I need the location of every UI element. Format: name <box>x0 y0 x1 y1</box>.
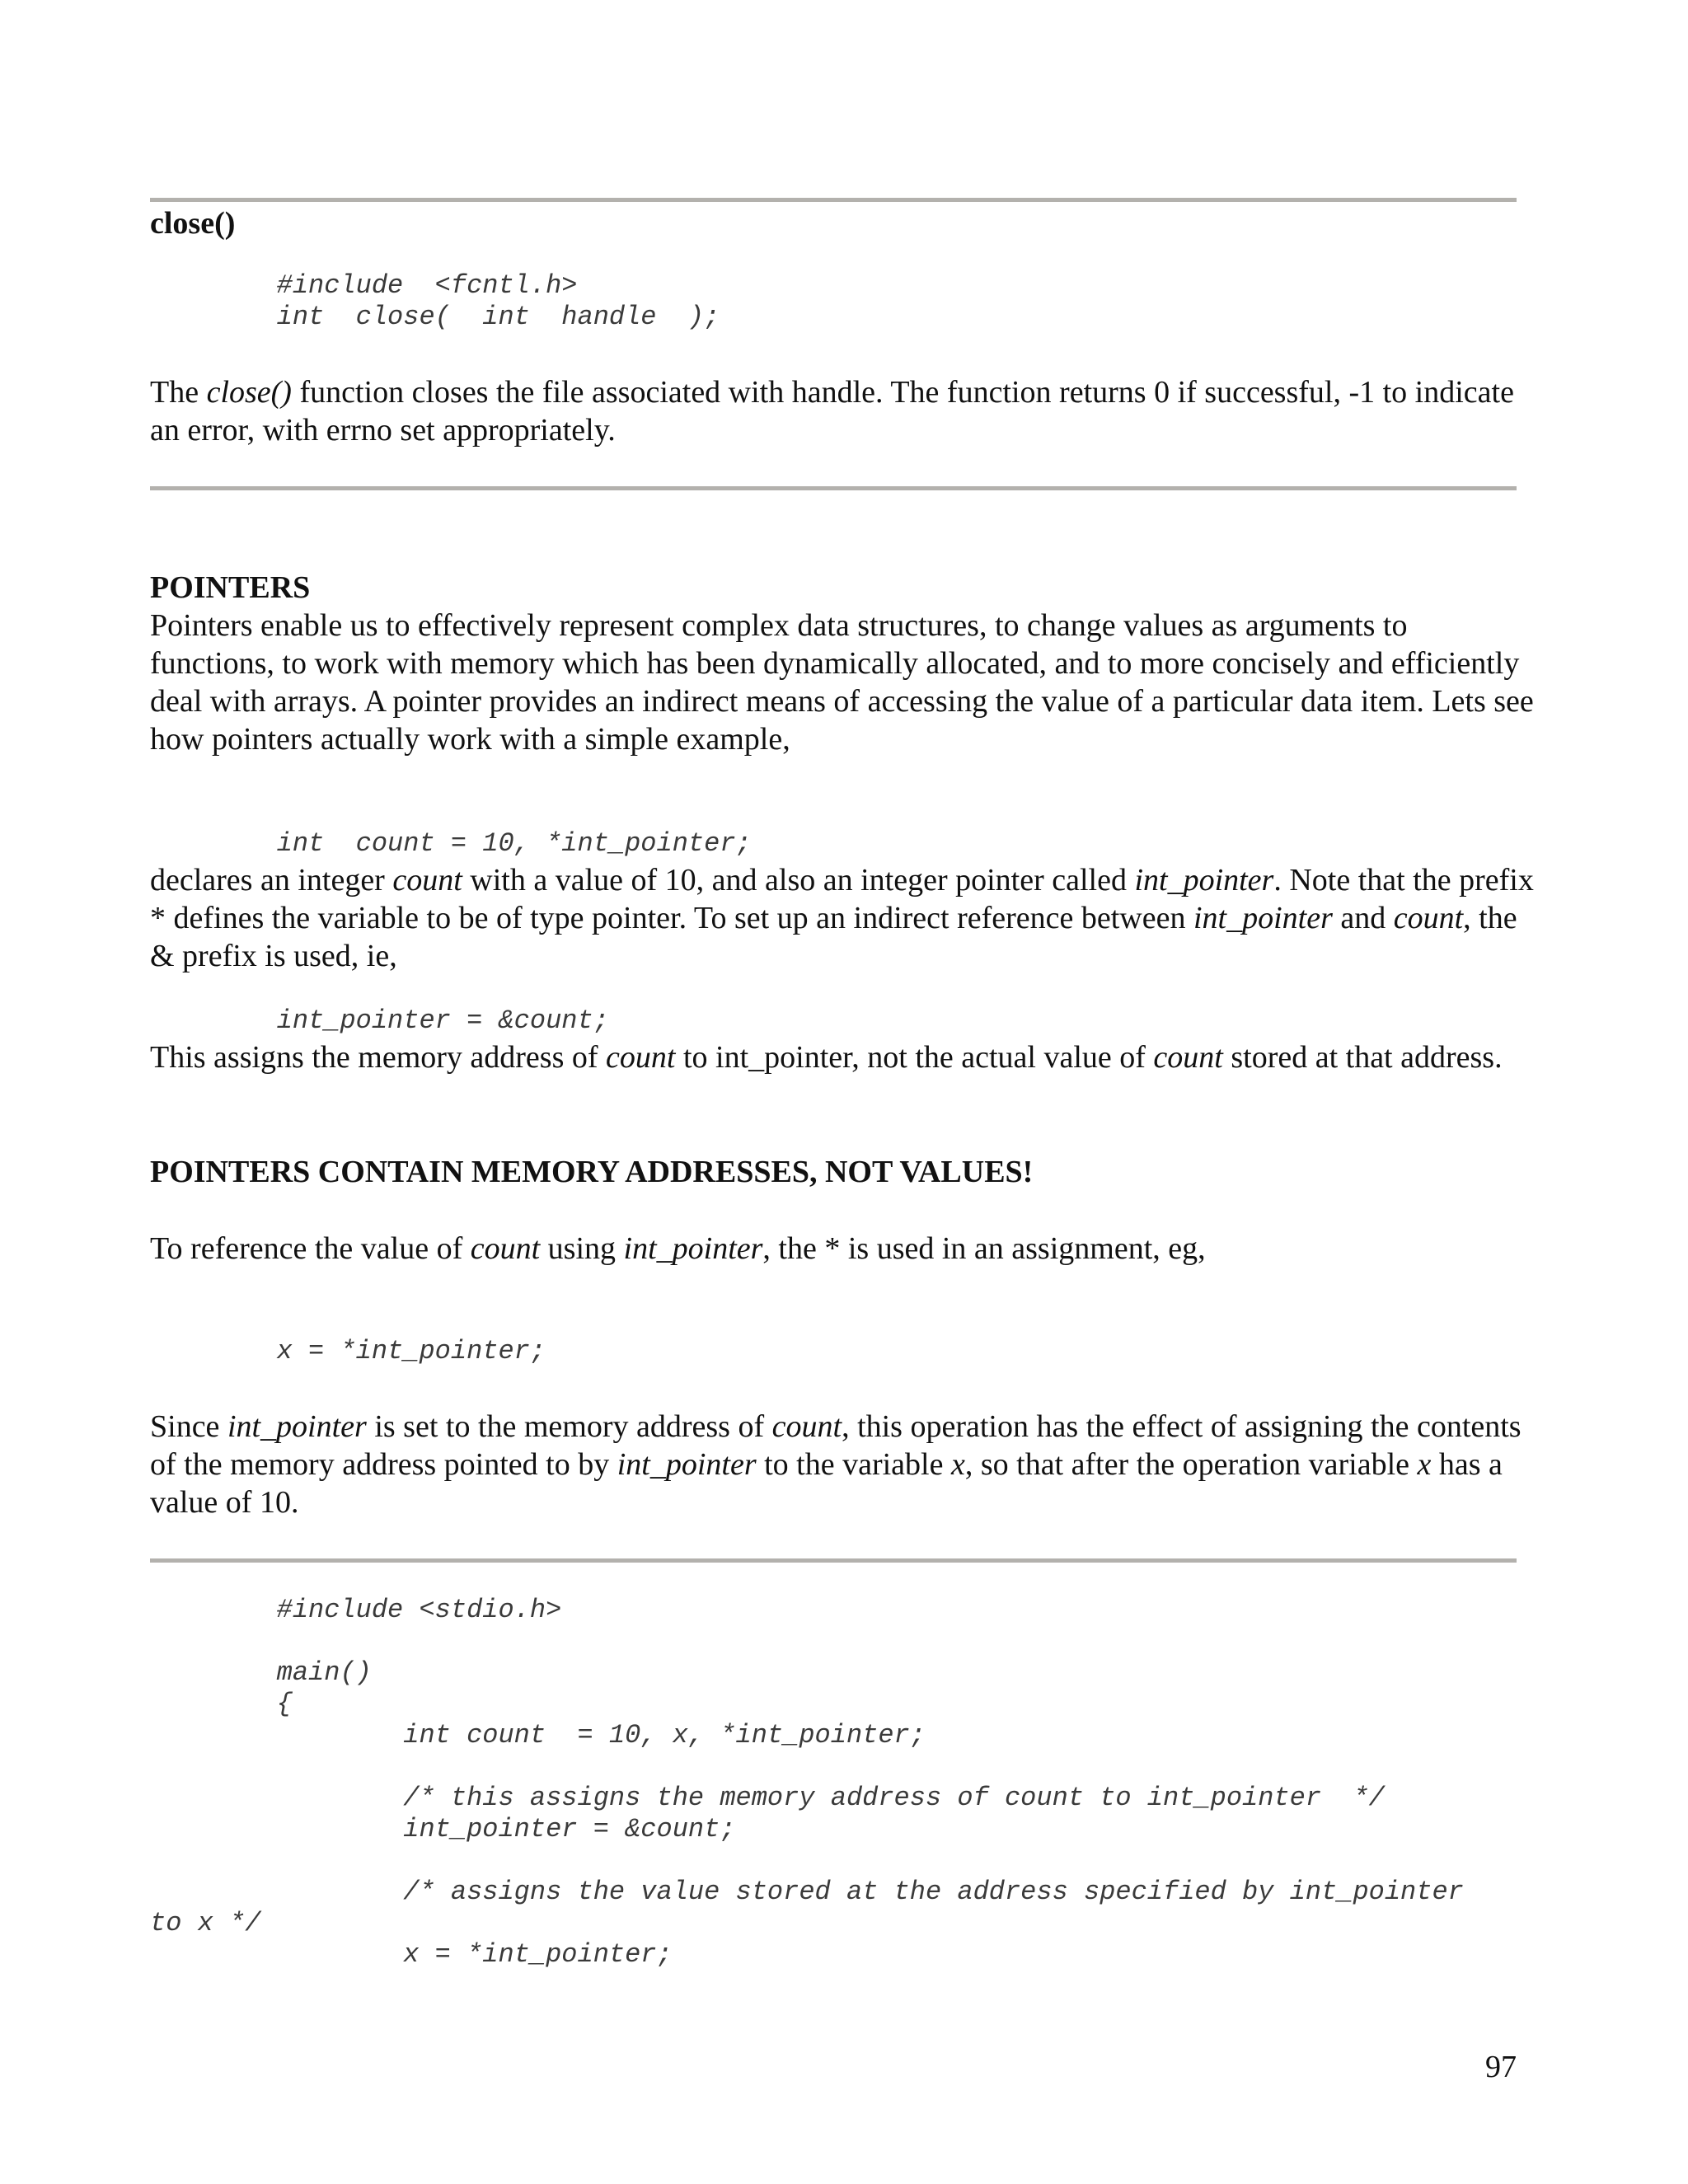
italic-term: int_pointer <box>1193 901 1333 935</box>
italic-term: int_pointer <box>1134 863 1274 898</box>
text-run: with a value of 10, and also an integer pointer called <box>462 863 1135 898</box>
close-heading: close() <box>150 206 236 241</box>
page-number: 97 <box>1485 2050 1517 2084</box>
italic-term: int_pointer <box>623 1231 763 1266</box>
text-run: , the * is used in an assignment, eg, <box>762 1231 1206 1266</box>
section-divider <box>150 486 1517 490</box>
text-run: and <box>1332 901 1394 935</box>
dereference-intro <box>150 1230 1535 1268</box>
declaration-explanation <box>150 861 1535 975</box>
pointers-heading: POINTERS <box>150 570 311 605</box>
text-run: , the & prefix is used, ie, <box>150 901 1517 973</box>
italic-term: int_pointer <box>227 1409 367 1444</box>
italic-term: count <box>392 863 462 898</box>
top-rule <box>150 198 1517 202</box>
text-run: Since <box>150 1409 227 1444</box>
close-description-text: function closes the file associated with handle. The function returns 0 if successful, -1 to indicate an error, with errno set appropriately. <box>150 375 1514 448</box>
text-run: , this operation has the effect of assigning the contents of the memory address pointed to by <box>150 1409 1522 1482</box>
text-run: to the variable <box>756 1447 951 1482</box>
close-signature-code: #include <fcntl.h> int close( int handle ); <box>276 270 720 332</box>
italic-term: int_pointer <box>617 1447 757 1482</box>
text-run: to int_pointer, not the actual value of <box>675 1040 1154 1075</box>
italic-term: count <box>1153 1040 1223 1075</box>
pointer-example-program: #include <stdio.h> main() { int count = 10, x, *int_pointer; /* this assigns the memory address of count to int_pointer */ int_pointer = &count; /* assigns the value stored at the address specified by int_pointer to x */ x = *int_pointer; <box>150 1595 1464 1970</box>
close-function-name: close() <box>206 375 292 410</box>
text-run: This assigns the memory address of <box>150 1040 607 1075</box>
address-assignment-code: int_pointer = &count; <box>150 1005 609 1036</box>
text-run: . Note that the prefix * defines the variable to be of type pointer. To set up an indirect reference between <box>150 863 1534 935</box>
text-run: is set to the memory address of <box>366 1409 772 1444</box>
italic-term: count <box>606 1040 676 1075</box>
italic-term: x <box>950 1447 965 1482</box>
pointers-intro: Pointers enable us to effectively represent complex data structures, to change values as arguments to functions, to work with memory which has been dynamically allocated, and to more concisely and efficiently deal with arrays. A pointer provides an indirect means of accessing the value of a particular data item. Lets see how pointers actually work with a simple example, <box>150 608 1534 757</box>
code-example-divider <box>150 1558 1517 1563</box>
italic-term: count <box>771 1409 842 1444</box>
text-run: declares an integer <box>150 863 393 898</box>
italic-term: x <box>1417 1447 1432 1482</box>
close-description <box>150 373 1535 449</box>
pointers-emphasis-heading: POINTERS CONTAIN MEMORY ADDRESSES, NOT VALUES! <box>150 1155 1034 1189</box>
text-run: using <box>540 1231 624 1266</box>
italic-term: count <box>470 1231 541 1266</box>
text-run: To reference the value of <box>150 1231 471 1266</box>
close-description-text: The <box>150 375 207 410</box>
text-run: has a value of 10. <box>150 1447 1503 1520</box>
declaration-code: int count = 10, *int_pointer; <box>150 828 752 859</box>
dereference-code: x = *int_pointer; <box>150 1336 546 1366</box>
address-assignment-explanation <box>150 1038 1535 1076</box>
text-run: , so that after the operation variable <box>964 1447 1418 1482</box>
dereference-explanation <box>150 1408 1535 1521</box>
italic-term: count <box>1393 901 1464 935</box>
text-run: stored at that address. <box>1222 1040 1503 1075</box>
